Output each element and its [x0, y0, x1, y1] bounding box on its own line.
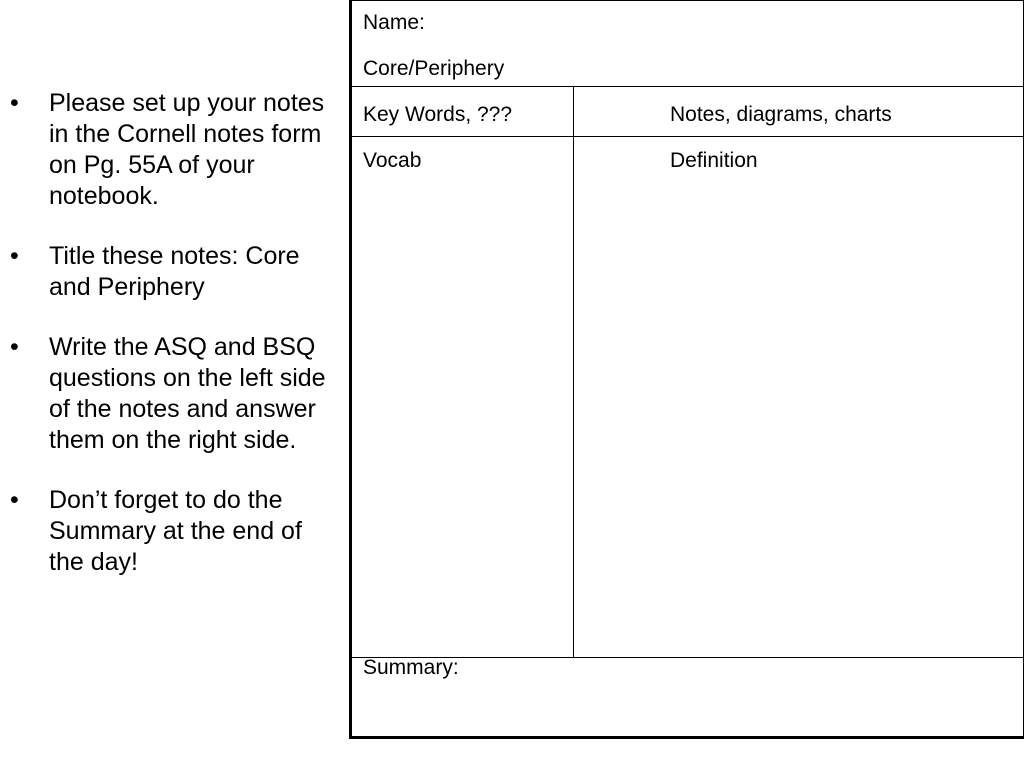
notes-column-header: Notes, diagrams, charts [670, 103, 892, 126]
header-divider [352, 86, 1023, 87]
instruction-text: Don’t forget to do the Summary at the end of the day! [49, 486, 302, 576]
column-divider [573, 86, 574, 658]
instruction-item [10, 332, 330, 456]
topic-title: Core/Periphery [363, 57, 505, 80]
instruction-item [10, 88, 330, 212]
column-header-divider [352, 136, 1023, 137]
name-label: Name: [363, 11, 425, 34]
definition-label: Definition [670, 149, 758, 172]
keywords-column-header: Key Words, ??? [363, 103, 513, 126]
bullet-icon: • [10, 333, 19, 361]
instruction-item [10, 241, 330, 303]
bullet-icon: • [10, 486, 19, 514]
bullet-icon: • [10, 89, 19, 117]
bullet-icon: • [10, 242, 19, 270]
summary-label: Summary: [363, 656, 459, 679]
instruction-text: Write the ASQ and BSQ questions on the left side of the notes and answer them on the right side. [49, 333, 326, 454]
cornell-notes-form [349, 0, 1024, 739]
instruction-text: Please set up your notes in the Cornell notes form on Pg. 55A of your notebook. [49, 89, 325, 210]
instruction-item [10, 485, 330, 578]
instruction-text: Title these notes: Core and Periphery [49, 242, 300, 301]
vocab-label: Vocab [363, 149, 422, 172]
instruction-list [10, 88, 330, 607]
